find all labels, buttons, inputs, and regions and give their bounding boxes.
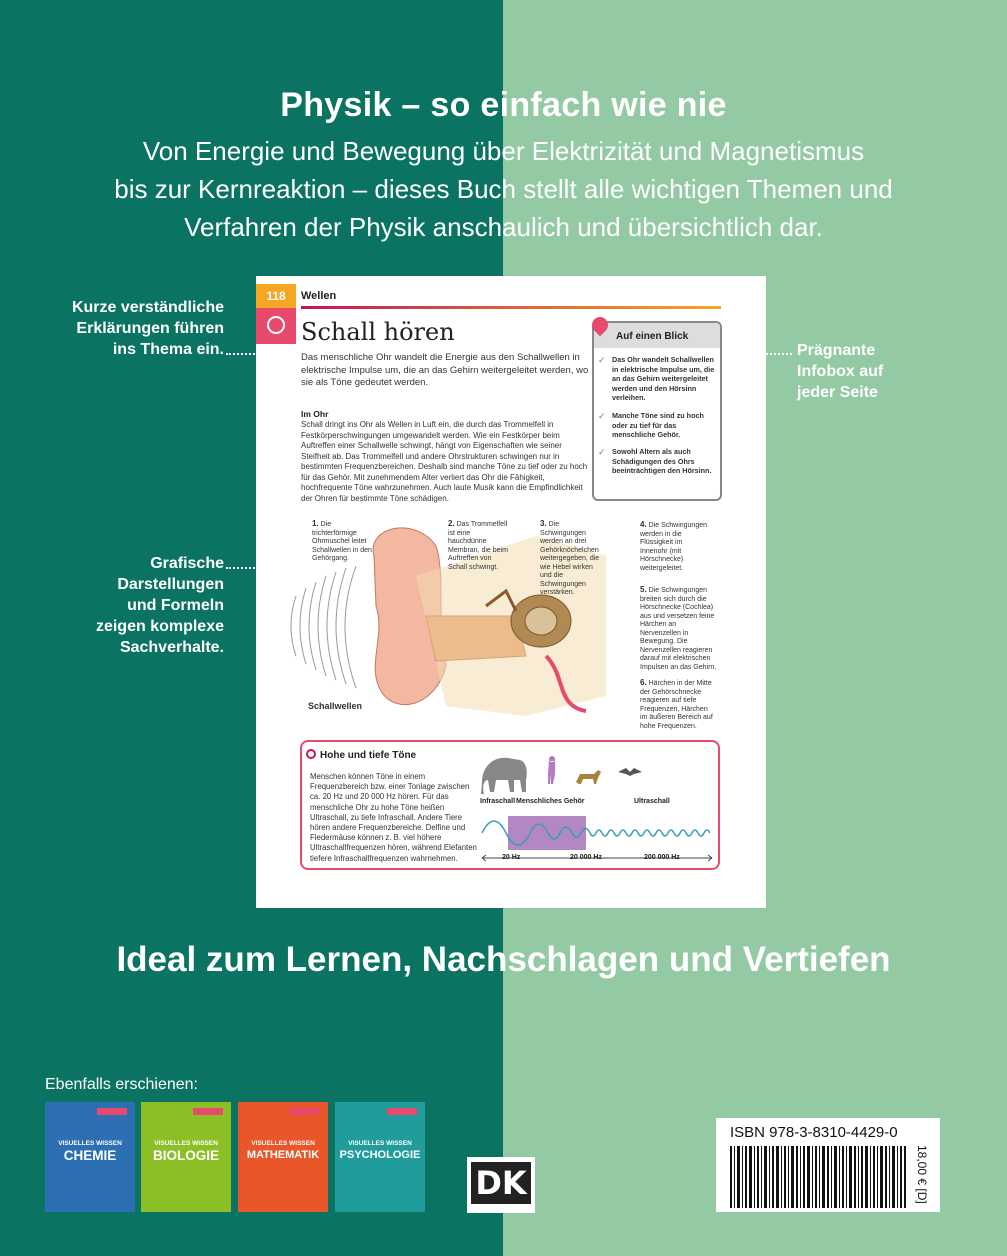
- section-heading: Im Ohr: [301, 409, 329, 419]
- infobox: [592, 321, 722, 501]
- ear-label-6: 6. Härchen in der Mitte der Gehörschnecke reagieren auf tiefe Frequenzen, Härchen im äußeren Bereich auf hohe Frequenzen.: [640, 678, 713, 730]
- page-number: 118: [266, 289, 286, 303]
- book-series: VISUELLES WISSEN: [154, 1140, 218, 1147]
- elephant-icon: [481, 758, 527, 794]
- bat-icon: [618, 768, 642, 776]
- book-title: CHEMIE: [63, 1148, 117, 1163]
- ear-label-3: 3. Die Schwingungen werden an drei Gehörknöchelchen weitergegeben, die wie Hebel wirken und die Schwingungen verstärken.: [540, 519, 600, 596]
- ear-label-2: 2. Das Trommelfell ist eine hauchdünne Membran, die beim Auftreffen von Schall schwingt.: [448, 519, 508, 571]
- book-cover-biologie[interactable]: [141, 1102, 231, 1212]
- note-infobox: Prägnante Infobox auf jeder Seite: [797, 342, 884, 401]
- tick-20hz: 20 Hz: [502, 854, 521, 861]
- infobox-item: Sowohl Altern als auch Schädigungen des Ohrs beeinträchtigen den Hörsinn.: [612, 447, 712, 475]
- chapter-rule: [301, 306, 721, 309]
- range-label-infra: Infraschall: [480, 798, 516, 805]
- subline-2: bis zur Kernreaktion – dieses Buch stellt alle wichtigen Themen und: [114, 174, 893, 204]
- ear-label-4: 4. Die Schwingungen werden in die Flüssigkeit im Innenohr (mit Hörschnecke) weitergeleitet.: [640, 520, 707, 572]
- cochlea-inner: [525, 607, 557, 635]
- note-short-explanations: Kurze verständliche Erklärungen führen ins Thema ein.: [71, 299, 224, 358]
- chapter-title: Wellen: [301, 290, 337, 302]
- ear-label-1: 1. Die trichterförmige Ohrmuschel leitet Schallwellen in den Gehörgang.: [312, 519, 372, 562]
- isbn-barcode-box: [716, 1118, 940, 1212]
- sample-page: [256, 276, 766, 908]
- book-badge: [387, 1108, 417, 1115]
- range-label-human: Menschliches Gehör: [516, 798, 585, 805]
- publisher-logo-text: DK: [471, 1162, 531, 1204]
- page-intro: Das menschliche Ohr wandelt die Energie aus den Schallwellen in elektrische Impulse um, die an das Gehirn weitergeleitet werden, wo sie als Töne gedeutet werden.: [301, 352, 589, 388]
- section-body: Schall dringt ins Ohr als Wellen in Luft ein, die durch das Trommelfell in Festkörperschwingungen umgewandelt werden. Wie ein Festkörper beim Auftreffen einer Schallwelle schwingt, hängt von Eigenschaften wie seiner Steifheit ab. Das Trommelfell und andere Ohrstrukturen schwingen nur in bestimmten Frequenzbereichen. Deshalb sind manche Töne zu tief oder zu hoch für das Gehör. Mit zunehmendem Alter verliert das Ohr die Fähigkeit, hochfrequente Töne wahrzunehmen. Auch laute Musik kann die Empfindlichkeit der Ohren für bestimmte Töne schädigen.: [301, 420, 588, 503]
- check-icon: ✓: [598, 447, 606, 457]
- tick-20000hz: 20 000 Hz: [570, 854, 602, 861]
- hearing-box-title: Hohe und tiefe Töne: [320, 750, 417, 761]
- hearing-range-box: [300, 740, 720, 870]
- human-icon: [548, 756, 555, 784]
- isbn-number: ISBN 978-3-8310-4429-0: [730, 1124, 898, 1141]
- book-cover-psychologie[interactable]: [335, 1102, 425, 1212]
- dog-icon: [576, 770, 601, 784]
- page-title: Schall hören: [301, 318, 455, 346]
- check-icon: ✓: [598, 355, 606, 365]
- book-series: VISUELLES WISSEN: [251, 1140, 315, 1147]
- book-title: BIOLOGIE: [152, 1148, 219, 1163]
- note-graphics: Grafische Darstellungen und Formeln zeigen komplexe Sachverhalte.: [95, 555, 224, 656]
- bottom-headline: Ideal zum Lernen, Nachschlagen und Vertiefen: [116, 940, 891, 979]
- ear-label-5: 5. Die Schwingungen breiten sich durch die Hörschnecke (Cochlea) aus und versetzen feine Härchen an Nervenzellen in Bewegung. Die Nervenzellen reagieren darauf mit elektrischen Impulsen an das Gehirn.: [640, 585, 717, 671]
- barcode: [730, 1146, 906, 1208]
- book-cover-mathematik[interactable]: [238, 1102, 328, 1212]
- book-series: VISUELLES WISSEN: [348, 1140, 412, 1147]
- book-title: MATHEMATIK: [246, 1149, 320, 1161]
- subline-3: Verfahren der Physik anschaulich und übersichtlich dar.: [184, 212, 823, 242]
- sound-waves-label: Schallwellen: [308, 701, 363, 711]
- subline-1: Von Energie und Bewegung über Elektrizität und Magnetismus: [142, 136, 865, 166]
- book-cover-chemie[interactable]: [45, 1102, 135, 1212]
- hearing-box-text: Menschen können Töne in einem Frequenzbereich bzw. einer Tonlage zwischen ca. 20 Hz und 20 000 Hz hören. Für das menschliche Ohr zu hohe Töne heißen Ultraschall, zu tiefe Infraschall. Andere Tiere hören andere Frequenzbereiche. Delfine und Fledermäuse können z. B. viel höhere Ultraschallfrequenzen hören, während Elefanten tiefere Infraschallfrequenzen wahrnehmen.: [310, 772, 477, 863]
- check-icon: ✓: [598, 411, 606, 421]
- book-badge: [97, 1108, 127, 1115]
- infobox-item: Das Ohr wandelt Schallwellen in elektrische Impulse um, die an das Gehirn weitergeleitet werden und den Hörsinn verleihen.: [612, 355, 715, 402]
- frequency-diagram: [478, 746, 714, 868]
- tick-200000hz: 200 000 Hz: [644, 854, 680, 861]
- cover-headline: Physik – so einfach wie nie: [280, 86, 727, 124]
- also-published-label: Ebenfalls erschienen:: [45, 1076, 198, 1093]
- ear-icon: [267, 316, 285, 334]
- infobox-title: Auf einen Blick: [616, 331, 689, 342]
- magnifier-icon: [306, 749, 316, 759]
- range-label-ultra: Ultraschall: [634, 798, 670, 805]
- infobox-item: Manche Töne sind zu hoch oder zu tief für das menschliche Gehör.: [612, 411, 704, 439]
- book-badge: [193, 1108, 223, 1115]
- price-label: 18,00 € [D]: [915, 1145, 929, 1204]
- book-badge: [290, 1108, 320, 1115]
- book-series: VISUELLES WISSEN: [58, 1140, 122, 1147]
- book-title: PSYCHOLOGIE: [339, 1149, 421, 1161]
